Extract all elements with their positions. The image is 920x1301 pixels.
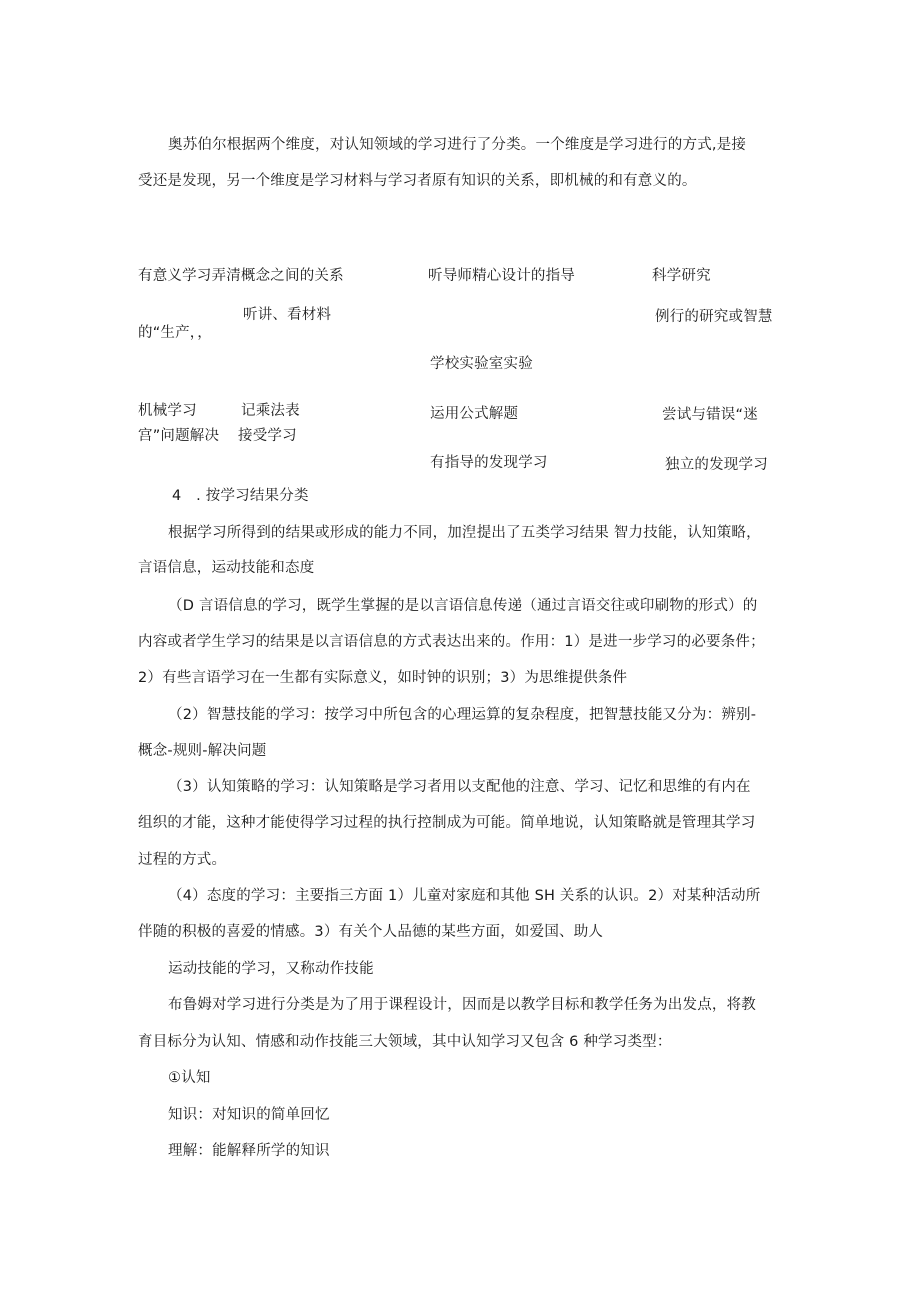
- cognitive-line-1: （3）认知策略的学习：认知策略是学习者用以支配他的注意、学习、记忆和思维的有内在: [168, 779, 751, 795]
- diagram-mechanical-label: 机械学习: [138, 403, 197, 419]
- motor-skill-line: 运动技能的学习，又称动作技能: [168, 961, 374, 977]
- diagram-receptive: 接受学习: [238, 428, 297, 444]
- section-4-heading: 4 . 按学习结果分类: [172, 488, 309, 504]
- verbal-line-3: 2）有些言语学习在一生都有实际意义，如时钟的识别；3）为思维提供条件: [138, 670, 628, 686]
- diagram-school-lab: 学校实验室实验: [430, 356, 533, 372]
- intellect-line-2: 概念-规则-解决问题: [138, 743, 267, 759]
- attitude-line-2: 伴随的积极的喜爱的情感。3）有关个人品德的某些方面，如爱国、助人: [138, 924, 604, 940]
- diagram-production: 的“生产，，: [138, 325, 212, 341]
- diagram-maze-problem: 宫”问题解决: [138, 428, 220, 444]
- diagram-science-research: 科学研究: [652, 268, 711, 284]
- diagram-meaningful-label: 有意义学习弄清概念之间的关系: [138, 268, 344, 284]
- verbal-line-2: 内容或者学生学习的结果是以言语信息的方式表达出来的。作用：1）是进一步学习的必要条件；: [138, 634, 765, 650]
- intellect-line-1: （2）智慧技能的学习：按学习中所包含的心理运算的复杂程度，把智慧技能又分为：辨别-: [168, 707, 757, 723]
- diagram-listen-material: 听讲、看材料: [243, 307, 332, 323]
- diagram-independent-discovery: 独立的发现学习: [665, 457, 768, 473]
- diagram-guided-discovery: 有指导的发现学习: [430, 455, 548, 471]
- bloom-line-1: 布鲁姆对学习进行分类是为了用于课程设计，因而是以教学目标和教学任务为出发点，将教: [168, 997, 756, 1013]
- comprehension-line: 理解：能解释所学的知识: [168, 1143, 330, 1159]
- verbal-line-1: （D 言语信息的学习，既学生掌握的是以言语信息传递（通过言语交往或印刷物的形式）的: [168, 598, 758, 614]
- diagram-routine-research: 例行的研究或智慧: [655, 309, 773, 325]
- diagram-guided-design: 听导师精心设计的指导: [428, 268, 575, 284]
- attitude-line-1: （4）态度的学习：主要指三方面 1）儿童对家庭和其他 SH 关系的认识。2）对某种活动所: [168, 888, 761, 904]
- diagram-multiplication: 记乘法表: [241, 403, 300, 419]
- diagram-trial-error: 尝试与错误“迷: [662, 407, 758, 423]
- intro-line-1: 奥苏伯尔根据两个维度，对认知领域的学习进行了分类。一个维度是学习进行的方式,是接: [168, 137, 747, 153]
- bloom-line-2: 育目标分为认知、情感和动作技能三大领域，其中认知学习又包含 6 种学习类型：: [138, 1034, 672, 1050]
- cognitive-line-3: 过程的方式。: [138, 852, 227, 868]
- gagne-line-2: 言语信息，运动技能和态度: [138, 560, 315, 576]
- cognitive-line-2: 组织的才能，这种才能使得学习过程的执行控制成为可能。简单地说，认知策略就是管理其学习: [138, 815, 756, 831]
- knowledge-line: 知识：对知识的简单回忆: [168, 1107, 330, 1123]
- cognitive-heading: ①认知: [168, 1070, 211, 1086]
- intro-line-2: 受还是发现，另一个维度是学习材料与学习者原有知识的关系，即机械的和有意义的。: [138, 173, 697, 189]
- diagram-formula: 运用公式解题: [430, 406, 519, 422]
- gagne-line-1: 根据学习所得到的结果或形成的能力不同，加湼提出了五类学习结果 智力技能，认知策略，: [168, 525, 761, 541]
